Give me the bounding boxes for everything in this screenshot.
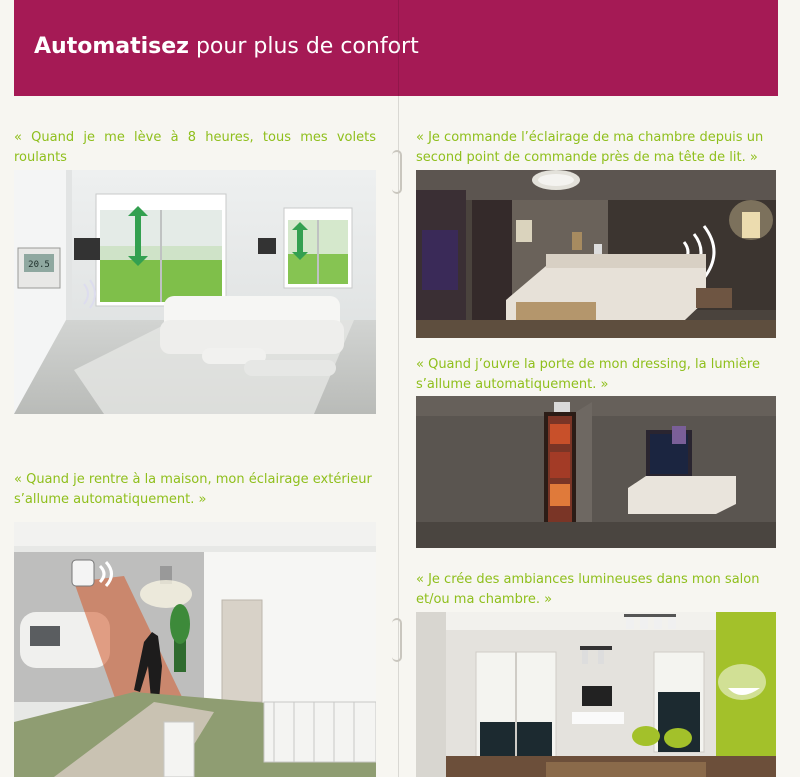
thermostat-readout: 20.5 (28, 260, 50, 270)
photo-dressing-lighting (416, 396, 776, 548)
photo-living-room-ambiance (416, 612, 776, 777)
binding-clip (392, 150, 402, 194)
quote-exterieur: « Quand je rentre à la maison, mon éclairage extérieur s’allume automatiquement. » (14, 472, 372, 507)
page-title-bold: Automatisez (34, 34, 189, 59)
photo-outdoor-lighting (14, 522, 376, 777)
quote-volets: « Quand je me lève à 8 heures, tous mes volets roulants (14, 130, 376, 165)
binding-clip (392, 618, 402, 662)
quote-dressing: « Quand j’ouvre la porte de mon dressing, la lumière s’allume automatiquement. » (416, 357, 760, 392)
page-title (34, 34, 419, 59)
header-banner (14, 0, 778, 96)
quote-chambre: « Je commande l’éclairage de ma chambre depuis un second point de commande près de ma tête de lit. » (416, 130, 764, 165)
photo-bedroom-lighting (416, 170, 776, 338)
photo-living-room-shutters (14, 170, 376, 414)
quote-ambiances: « Je crée des ambiances lumineuses dans mon salon et/ou ma chambre. » (416, 572, 760, 607)
page-title-rest: pour plus de confort (188, 34, 419, 59)
